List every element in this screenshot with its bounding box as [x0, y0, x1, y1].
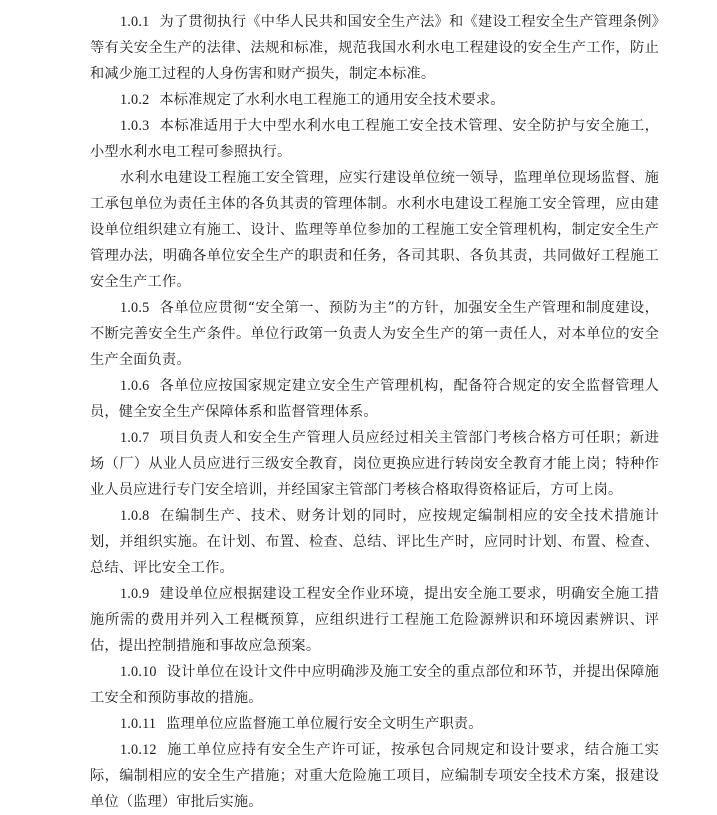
- clause-text: 各单位应按国家规定建立安全生产管理机构，配备符合规定的安全监督管理人员，健全安全生产保障体系和监督管理体系。: [90, 378, 659, 420]
- clause-1-0-9: [90, 581, 659, 659]
- clause-1-0-8: [90, 503, 659, 581]
- clause-text: 施工单位应持有安全生产许可证，按承包合同规定和设计要求，结合施工实际，编制相应的安全生产措施；对重大危险施工项目，应编制专项安全技术方案，报建设单位（监理）审批后实施。: [90, 742, 659, 810]
- clause-text: 在编制生产、技术、财务计划的同时，应按规定编制相应的安全技术措施计划，并组织实施。在计划、布置、检查、总结、评比生产时，应同时计划、布置、检查、总结、评比安全工作。: [90, 508, 659, 576]
- clause-1-0-12: [90, 737, 659, 815]
- clause-text: 水利水电建设工程施工安全管理，应实行建设单位统一领导，监理单位现场监督、施工承包单位为责任主体的各负其责的管理体制。水利水电建设工程施工安全管理，应由建设单位组织建立有施工、设计、监理等单位参加的工程施工安全管理机构，制定安全生产管理办法，明确各单位安全生产的职责和任务，各司其职、各负其责，共同做好工程施工安全生产工作。: [90, 170, 659, 290]
- clause-number: 1.0.5: [120, 300, 150, 316]
- clause-text: 设计单位在设计文件中应明确涉及施工安全的重点部位和环节，并提出保障施工安全和预防事故的措施。: [90, 664, 659, 706]
- clause-number: 1.0.12: [120, 742, 157, 758]
- clause-text: 本标准适用于大中型水利水电工程施工安全技术管理、安全防护与安全施工，小型水利水电工程可参照执行。: [90, 118, 659, 160]
- clause-1-0-7: [90, 425, 659, 503]
- clause-1-0-6: [90, 373, 659, 425]
- clause-text: 监理单位应监督施工单位履行安全文明生产职责。: [166, 716, 483, 732]
- clause-1-0-11: [90, 711, 659, 737]
- clause-1-0-4: [90, 165, 659, 295]
- clause-1-0-2: [90, 87, 659, 113]
- clause-number: 1.0.3: [120, 118, 150, 134]
- clause-1-0-5: [90, 295, 659, 373]
- clause-number: 1.0.10: [120, 664, 157, 680]
- clause-1-0-3: [90, 113, 659, 165]
- clause-number: 1.0.2: [120, 92, 150, 108]
- clause-text: 本标准规定了水利水电工程施工的通用安全技术要求。: [159, 92, 505, 108]
- clause-number: 1.0.1: [120, 14, 150, 30]
- clause-number: 1.0.6: [120, 378, 150, 394]
- clause-number: 1.0.9: [120, 586, 150, 602]
- clause-number: 1.0.11: [120, 716, 157, 732]
- clause-text: 建设单位应根据建设工程安全作业环境，提出安全施工要求，明确安全施工措施所需的费用并列入工程概预算，应组织进行工程施工危险源辨识和环境因素辨识、评估，提出控制措施和事故应急预案。: [90, 586, 659, 654]
- clause-number: 1.0.7: [120, 430, 150, 446]
- clause-text: 项目负责人和安全生产管理人员应经过相关主管部门考核合格方可任职；新进场（厂）从业人员应进行三级安全教育，岗位更换应进行转岗安全教育才能上岗；特种作业人员应进行专门安全培训，并经国家主管部门考核合格取得资格证后，方可上岗。: [90, 430, 659, 498]
- clause-text: 为了贯彻执行《中华人民共和国安全生产法》和《建设工程安全生产管理条例》等有关安全生产的法律、法规和标准，规范我国水利水电工程建设的安全生产工作，防止和减少施工过程的人身伤害和财产损失，制定本标准。: [90, 14, 659, 82]
- clause-text: 各单位应贯彻“安全第一、预防为主”的方针，加强安全生产管理和制度建设，不断完善安全生产条件。单位行政第一负责人为安全生产的第一责任人，对本单位的安全生产全面负责。: [90, 300, 659, 368]
- clause-1-0-1: [90, 9, 659, 87]
- clause-1-0-10: [90, 659, 659, 711]
- clause-number: 1.0.8: [120, 508, 150, 524]
